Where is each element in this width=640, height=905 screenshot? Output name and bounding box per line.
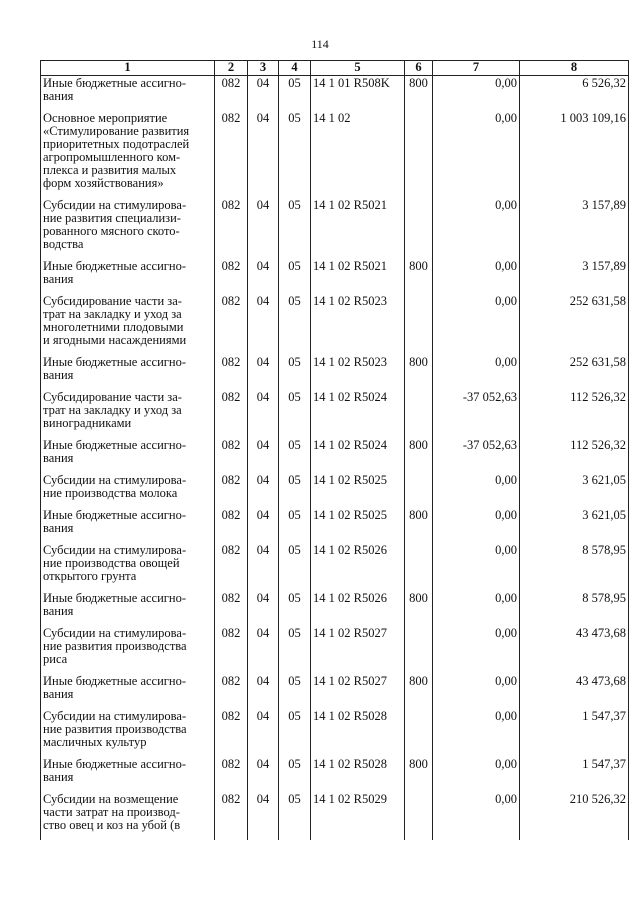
- amount-total-cell: 8 578,95: [520, 543, 629, 591]
- admin-code-cell: 082: [215, 591, 248, 626]
- header-cell: 2: [215, 61, 248, 76]
- section-code-cell: 04: [248, 198, 279, 259]
- item-name-cell: Субсидирование части за- трат на закладку и уход за виноградниками: [41, 390, 215, 438]
- amount-change-cell: 0,00: [433, 259, 520, 294]
- amount-total-cell: 112 526,32: [520, 390, 629, 438]
- target-article-code-cell: 14 1 02 R5024: [311, 390, 405, 438]
- amount-change-cell: -37 052,63: [433, 438, 520, 473]
- admin-code-cell: 082: [215, 294, 248, 355]
- admin-code-cell: 082: [215, 473, 248, 508]
- item-name-cell: Иные бюджетные ассигно- вания: [41, 674, 215, 709]
- item-name-cell: Иные бюджетные ассигно- вания: [41, 355, 215, 390]
- amount-change-cell: 0,00: [433, 294, 520, 355]
- target-article-code-cell: 14 1 02 R5028: [311, 709, 405, 757]
- amount-total-cell: 252 631,58: [520, 355, 629, 390]
- amount-change-cell: 0,00: [433, 792, 520, 840]
- section-code-cell: 04: [248, 76, 279, 112]
- amount-total-cell: 3 621,05: [520, 473, 629, 508]
- target-article-code-cell: 14 1 02 R5027: [311, 626, 405, 674]
- expense-type-code-cell: 800: [405, 674, 433, 709]
- section-code-cell: 04: [248, 294, 279, 355]
- item-name-cell: Субсидии на стимулирова- ние развития производства риса: [41, 626, 215, 674]
- section-code-cell: 04: [248, 438, 279, 473]
- subsection-code-cell: 05: [279, 792, 311, 840]
- amount-change-cell: 0,00: [433, 543, 520, 591]
- subsection-code-cell: 05: [279, 757, 311, 792]
- table-row: [41, 390, 629, 438]
- target-article-code-cell: 14 1 02 R5023: [311, 294, 405, 355]
- table-row: [41, 508, 629, 543]
- expense-type-code-cell: [405, 390, 433, 438]
- section-code-cell: 04: [248, 709, 279, 757]
- header-cell: 3: [248, 61, 279, 76]
- subsection-code-cell: 05: [279, 473, 311, 508]
- section-code-cell: 04: [248, 390, 279, 438]
- amount-change-cell: 0,00: [433, 709, 520, 757]
- target-article-code-cell: 14 1 02 R5025: [311, 508, 405, 543]
- section-code-cell: 04: [248, 626, 279, 674]
- admin-code-cell: 082: [215, 508, 248, 543]
- item-name-cell: Субсидии на стимулирова- ние развития специализи- рованного мясного ското- водства: [41, 198, 215, 259]
- table-row: [41, 709, 629, 757]
- admin-code-cell: 082: [215, 438, 248, 473]
- target-article-code-cell: 14 1 02 R5026: [311, 591, 405, 626]
- expense-type-code-cell: [405, 198, 433, 259]
- admin-code-cell: 082: [215, 626, 248, 674]
- item-name-cell: Иные бюджетные ассигно- вания: [41, 76, 215, 112]
- amount-change-cell: 0,00: [433, 591, 520, 626]
- section-code-cell: 04: [248, 674, 279, 709]
- amount-total-cell: 3 621,05: [520, 508, 629, 543]
- amount-total-cell: 8 578,95: [520, 591, 629, 626]
- amount-total-cell: 43 473,68: [520, 674, 629, 709]
- amount-total-cell: 43 473,68: [520, 626, 629, 674]
- expense-type-code-cell: [405, 111, 433, 198]
- subsection-code-cell: 05: [279, 355, 311, 390]
- target-article-code-cell: 14 1 01 R508K: [311, 76, 405, 112]
- amount-change-cell: 0,00: [433, 76, 520, 112]
- admin-code-cell: 082: [215, 355, 248, 390]
- table-row: [41, 198, 629, 259]
- table-row: [41, 757, 629, 792]
- subsection-code-cell: 05: [279, 543, 311, 591]
- table-row: [41, 76, 629, 112]
- amount-change-cell: 0,00: [433, 111, 520, 198]
- section-code-cell: 04: [248, 473, 279, 508]
- section-code-cell: 04: [248, 757, 279, 792]
- section-code-cell: 04: [248, 543, 279, 591]
- table-row: [41, 473, 629, 508]
- header-cell: 4: [279, 61, 311, 76]
- amount-change-cell: 0,00: [433, 355, 520, 390]
- target-article-code-cell: 14 1 02 R5023: [311, 355, 405, 390]
- expense-type-code-cell: 800: [405, 508, 433, 543]
- subsection-code-cell: 05: [279, 390, 311, 438]
- amount-change-cell: 0,00: [433, 473, 520, 508]
- target-article-code-cell: 14 1 02: [311, 111, 405, 198]
- expense-type-code-cell: 800: [405, 438, 433, 473]
- table-row: [41, 355, 629, 390]
- expense-type-code-cell: 800: [405, 355, 433, 390]
- amount-change-cell: 0,00: [433, 757, 520, 792]
- admin-code-cell: 082: [215, 792, 248, 840]
- amount-total-cell: 1 003 109,16: [520, 111, 629, 198]
- header-cell: 7: [433, 61, 520, 76]
- target-article-code-cell: 14 1 02 R5028: [311, 757, 405, 792]
- admin-code-cell: 082: [215, 76, 248, 112]
- amount-total-cell: 112 526,32: [520, 438, 629, 473]
- expense-type-code-cell: 800: [405, 591, 433, 626]
- admin-code-cell: 082: [215, 111, 248, 198]
- item-name-cell: Основное мероприятие «Стимулирование развития приоритетных подотраслей агропромышленного ком- плекса и развития малых форм хозяйствования»: [41, 111, 215, 198]
- table-row: [41, 111, 629, 198]
- amount-total-cell: 1 547,37: [520, 709, 629, 757]
- section-code-cell: 04: [248, 111, 279, 198]
- amount-total-cell: 3 157,89: [520, 198, 629, 259]
- section-code-cell: 04: [248, 508, 279, 543]
- subsection-code-cell: 05: [279, 674, 311, 709]
- item-name-cell: Субсидии на стимулирова- ние развития производства масличных культур: [41, 709, 215, 757]
- item-name-cell: Субсидирование части за- трат на закладку и уход за многолетними плодовыми и ягодными насаждениями: [41, 294, 215, 355]
- item-name-cell: Субсидии на стимулирова- ние производства овощей открытого грунта: [41, 543, 215, 591]
- item-name-cell: Иные бюджетные ассигно- вания: [41, 259, 215, 294]
- target-article-code-cell: 14 1 02 R5025: [311, 473, 405, 508]
- amount-total-cell: 3 157,89: [520, 259, 629, 294]
- section-code-cell: 04: [248, 259, 279, 294]
- admin-code-cell: 082: [215, 259, 248, 294]
- item-name-cell: Иные бюджетные ассигно- вания: [41, 508, 215, 543]
- subsection-code-cell: 05: [279, 76, 311, 112]
- amount-total-cell: 252 631,58: [520, 294, 629, 355]
- expense-type-code-cell: 800: [405, 757, 433, 792]
- table-row: [41, 626, 629, 674]
- table-row: [41, 543, 629, 591]
- header-cell: 1: [41, 61, 215, 76]
- expense-type-code-cell: [405, 626, 433, 674]
- target-article-code-cell: 14 1 02 R5024: [311, 438, 405, 473]
- admin-code-cell: 082: [215, 390, 248, 438]
- amount-change-cell: 0,00: [433, 674, 520, 709]
- item-name-cell: Субсидии на стимулирова- ние производства молока: [41, 473, 215, 508]
- expense-type-code-cell: [405, 709, 433, 757]
- item-name-cell: Иные бюджетные ассигно- вания: [41, 757, 215, 792]
- table-row: [41, 792, 629, 840]
- target-article-code-cell: 14 1 02 R5026: [311, 543, 405, 591]
- expense-type-code-cell: 800: [405, 76, 433, 112]
- section-code-cell: 04: [248, 355, 279, 390]
- table-row: [41, 294, 629, 355]
- subsection-code-cell: 05: [279, 198, 311, 259]
- admin-code-cell: 082: [215, 198, 248, 259]
- header-cell: 6: [405, 61, 433, 76]
- admin-code-cell: 082: [215, 757, 248, 792]
- table-header-row: [41, 61, 629, 76]
- subsection-code-cell: 05: [279, 591, 311, 626]
- amount-total-cell: 1 547,37: [520, 757, 629, 792]
- subsection-code-cell: 05: [279, 111, 311, 198]
- expense-type-code-cell: [405, 294, 433, 355]
- admin-code-cell: 082: [215, 674, 248, 709]
- table-row: [41, 591, 629, 626]
- item-name-cell: Иные бюджетные ассигно- вания: [41, 438, 215, 473]
- table-row: [41, 674, 629, 709]
- subsection-code-cell: 05: [279, 294, 311, 355]
- admin-code-cell: 082: [215, 709, 248, 757]
- budget-table: [40, 60, 629, 840]
- table-row: [41, 438, 629, 473]
- target-article-code-cell: 14 1 02 R5021: [311, 198, 405, 259]
- amount-change-cell: -37 052,63: [433, 390, 520, 438]
- subsection-code-cell: 05: [279, 709, 311, 757]
- expense-type-code-cell: [405, 792, 433, 840]
- target-article-code-cell: 14 1 02 R5029: [311, 792, 405, 840]
- subsection-code-cell: 05: [279, 508, 311, 543]
- section-code-cell: 04: [248, 792, 279, 840]
- header-cell: 5: [311, 61, 405, 76]
- amount-change-cell: 0,00: [433, 508, 520, 543]
- page-number: 114: [311, 37, 329, 51]
- expense-type-code-cell: [405, 543, 433, 591]
- section-code-cell: 04: [248, 591, 279, 626]
- amount-total-cell: 6 526,32: [520, 76, 629, 112]
- amount-change-cell: 0,00: [433, 198, 520, 259]
- target-article-code-cell: 14 1 02 R5027: [311, 674, 405, 709]
- expense-type-code-cell: [405, 473, 433, 508]
- header-cell: 8: [520, 61, 629, 76]
- amount-change-cell: 0,00: [433, 626, 520, 674]
- item-name-cell: Иные бюджетные ассигно- вания: [41, 591, 215, 626]
- subsection-code-cell: 05: [279, 259, 311, 294]
- admin-code-cell: 082: [215, 543, 248, 591]
- item-name-cell: Субсидии на возмещение части затрат на производ- ство овец и коз на убой (в: [41, 792, 215, 840]
- subsection-code-cell: 05: [279, 626, 311, 674]
- expense-type-code-cell: 800: [405, 259, 433, 294]
- subsection-code-cell: 05: [279, 438, 311, 473]
- table-row: [41, 259, 629, 294]
- target-article-code-cell: 14 1 02 R5021: [311, 259, 405, 294]
- amount-total-cell: 210 526,32: [520, 792, 629, 840]
